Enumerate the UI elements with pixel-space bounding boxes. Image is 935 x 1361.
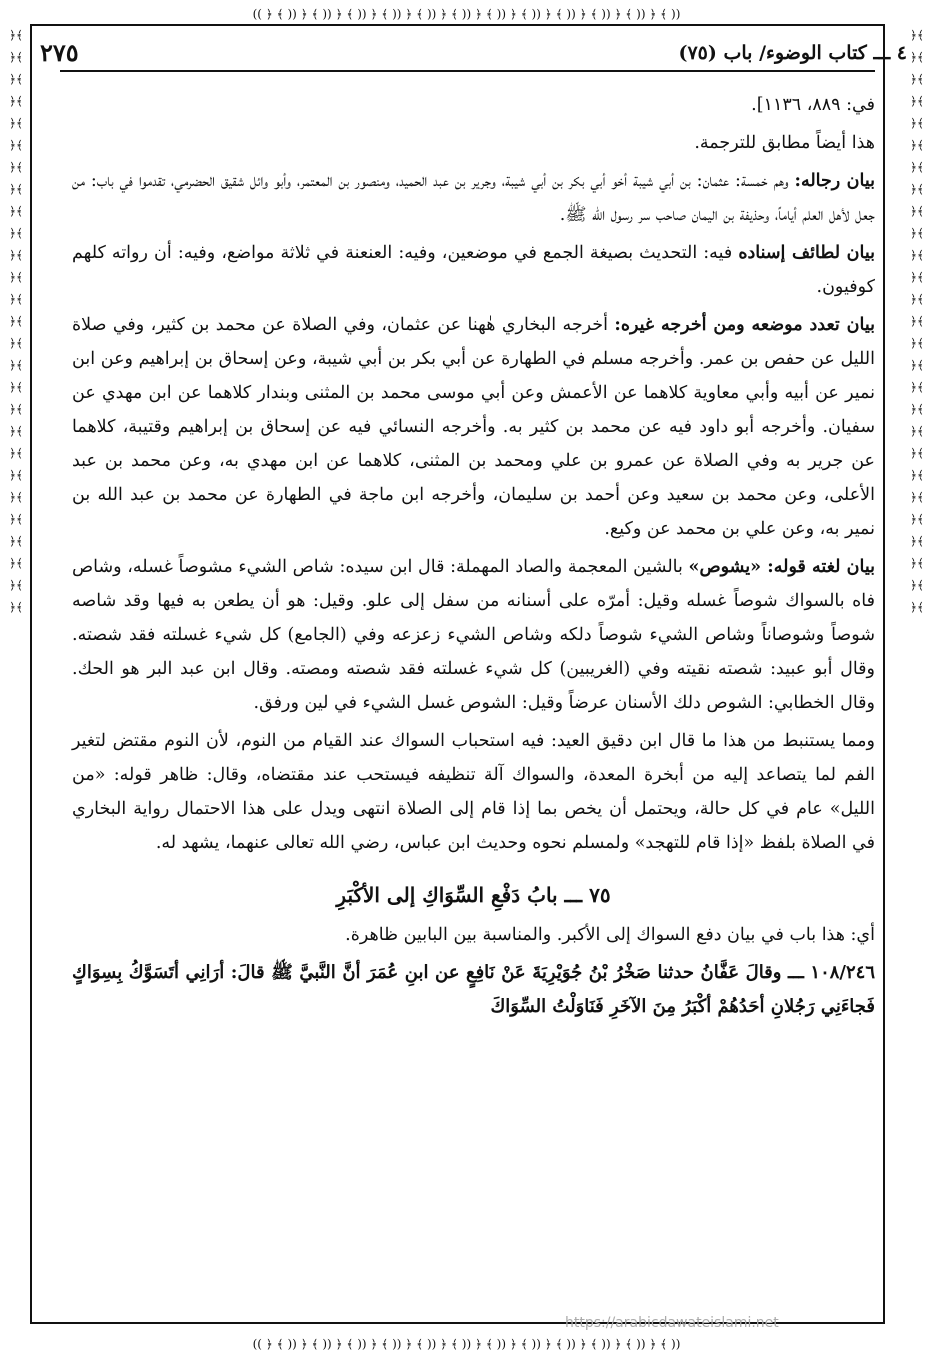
- border-left: ﴿﴾﴿﴾﴿﴾﴿﴾﴿﴾﴿﴾﴿﴾﴿﴾﴿﴾﴿﴾﴿﴾﴿﴾﴿﴾﴿﴾﴿﴾﴿﴾﴿﴾﴿﴾﴿﴾﴿﴾﴿﴾﴿﴾﴿﴾﴿﴾﴿﴾﴿﴾﴿﴾: [8, 28, 24, 614]
- section-heading: بيان لطائف إسناده: [738, 243, 876, 263]
- page-number: ٢٧٥: [40, 38, 79, 67]
- paragraph: في: ٨٨٩، ١١٣٦].: [751, 95, 875, 115]
- page-header: [0, 38, 935, 74]
- page-body: [72, 88, 875, 1028]
- chapter-note: أي: هذا باب في بيان دفع السواك إلى الأكبر. والمناسبة بين البابين ظاهرة.: [345, 925, 875, 945]
- section-heading: بيان رجاله:: [794, 171, 875, 191]
- paragraph: بيان لطائف إسناده فيه: التحديث بصيغة الجمع في موضعين، وفيه: العنعنة في ثلاثة مواضع، وفيه: أن رواته كلهم كوفيون.: [72, 243, 876, 297]
- border-top: (( ﴿ ﴾ )) ﴿ ﴾ )) ﴿ ﴾ )) ﴿ ﴾ )) ﴿ ﴾ )) ﴿ ﴾ )) ﴿ ﴾ )) ﴿ ﴾ )) ﴿ ﴾ )) ﴿ ﴾ )) ﴿ ﴾ )) ﴿ ﴾ )): [252, 7, 681, 21]
- chapter-title: ٧٥ ـــ بابُ دَفْعِ السِّوَاكِ إلى الأكْبَرِ: [336, 883, 611, 907]
- section-heading: بيان لغته قوله: «يشوص»: [688, 557, 875, 577]
- paragraph: ومما يستنبط من هذا ما قال ابن دقيق العيد: فيه استحباب السواك عند القيام من النوم، لأن النوم مقتض لتغير الفم لما يتصاعد إليه من أبخرة المعدة، والسواك آلة تنظيفه فيستحب عند مقتضاه، وقال: ظاهر قوله: «من الليل» عام في كل حالة، ويحتمل أن يخص بما إذا قام إلى الصلاة انتهى ويدل على هذا الاحتمال رواية البخاري في الصلاة بلفظ «إذا قام للتهجد» ولمسلم نحوه وحديث ابن عباس، رضي الله تعالى عنهما، يشهد له.: [72, 731, 875, 853]
- border-bottom: (( ﴿ ﴾ )) ﴿ ﴾ )) ﴿ ﴾ )) ﴿ ﴾ )) ﴿ ﴾ )) ﴿ ﴾ )) ﴿ ﴾ )) ﴿ ﴾ )) ﴿ ﴾ )) ﴿ ﴾ )) ﴿ ﴾ )) ﴿ ﴾ )): [252, 1337, 681, 1351]
- border-right: ﴿﴾﴿﴾﴿﴾﴿﴾﴿﴾﴿﴾﴿﴾﴿﴾﴿﴾﴿﴾﴿﴾﴿﴾﴿﴾﴿﴾﴿﴾﴿﴾﴿﴾﴿﴾﴿﴾﴿﴾﴿﴾﴿﴾﴿﴾﴿﴾﴿﴾﴿﴾﴿﴾: [909, 28, 925, 614]
- paragraph: بيان تعدد موضعه ومن أخرجه غيره: أخرجه البخاري هٰهنا عن عثمان، وفي الصلاة عن محمد بن كثير، وفي صلاة الليل عن حفص بن عمر. وأخرجه مسلم في الطهارة عن أبي بكر بن أبي شيبة، وعن إسحاق بن إبراهيم وعن ابن نمير عن أبيه وأبي معاوية كلاهما عن الأعمش وعن أبي موسى محمد بن المثنى وبندار كلاهما عن ابن مهدي عن سفيان. وأخرجه أبو داود فيه عن محمد بن كثير به. وأخرجه النسائي فيه عن إسحاق بن إبراهيم وقتيبة، كلاهما عن جرير به وفي الصلاة عن عمرو بن علي ومحمد بن المثنى، كلاهما عن ابن مهدي به، وعن محمد بن عبد الأعلى، وعن محمد بن سعيد وعن أحمد بن سليمان، وأخرجه ابن ماجة في الطهارة عن محمد بن عبد الله بن نمير به، وعن علي بن محمد عن وكيع.: [72, 315, 875, 539]
- paragraph: هذا أيضاً مطابق للترجمة.: [694, 133, 875, 153]
- watermark: https://arabicdawateislami.net: [565, 1315, 779, 1331]
- paragraph: بيان لغته قوله: «يشوص» بالشين المعجمة والصاد المهملة: قال ابن سيده: شاص الشيء مشوصاً غسله، وشاص فاه بالسواك شوصاً غسله وقيل: أمرّه على أسنانه من سفل إلى علو. وقيل: هو أن يطعن به فيها وقد شاصه شوصاً وشوصاناً وشاص الشيء شوصاً دلكه وشاص الشيء زعزعه وفي (الجامع) كل شيء غسلته فقد شصته. وقال أبو عبيد: شصته نقيته وفي (الغريبين) كل شيء غسلته فقد شصته ومصته. وقال ابن عبد البر هو الحك. وقال الخطابي: الشوص دلك الأسنان عرضاً وقيل: الشوص غسل الشيء في لين ورفق.: [72, 557, 875, 713]
- running-title: ٤ ـــ كتاب الوضوء/ باب (٧٥): [678, 42, 907, 64]
- section-heading: بيان تعدد موضعه ومن أخرجه غيره:: [614, 315, 875, 335]
- hadith-text: ١٠٨/٢٤٦ ـــ وقالَ عَفَّانُ حدثنا صَخْرُ بْنُ جُوَيْرِيَةَ عَنْ نَافِعٍ عن ابنِ عُمَرَ أنَّ النَّبيَّ ﷺ قالَ: أرَانِي أتَسَوَّكُ بِسِوَاكٍ فَجاءَنِي رَجُلانِ أحَدُهُمْ أكْبَرُ مِنَ الآخَرِ فَنَاوَلْتُ السِّوَاكَ: [72, 962, 875, 1017]
- paragraph: بيان رجاله: وهم خمسة: عثمان: بن أبي شيبة أخو أبي بكر بن أبي شيبة، وجرير بن عبد الحميد، ومنصور بن المعتمر، وأبو وائل شقيق الحضرمي، تقدموا في باب: من جعل لأهل العلم أياماً، وحذيفة بن اليمان صاحب سر رسول الله ﷺ.: [72, 171, 875, 225]
- header-rule: [60, 70, 875, 72]
